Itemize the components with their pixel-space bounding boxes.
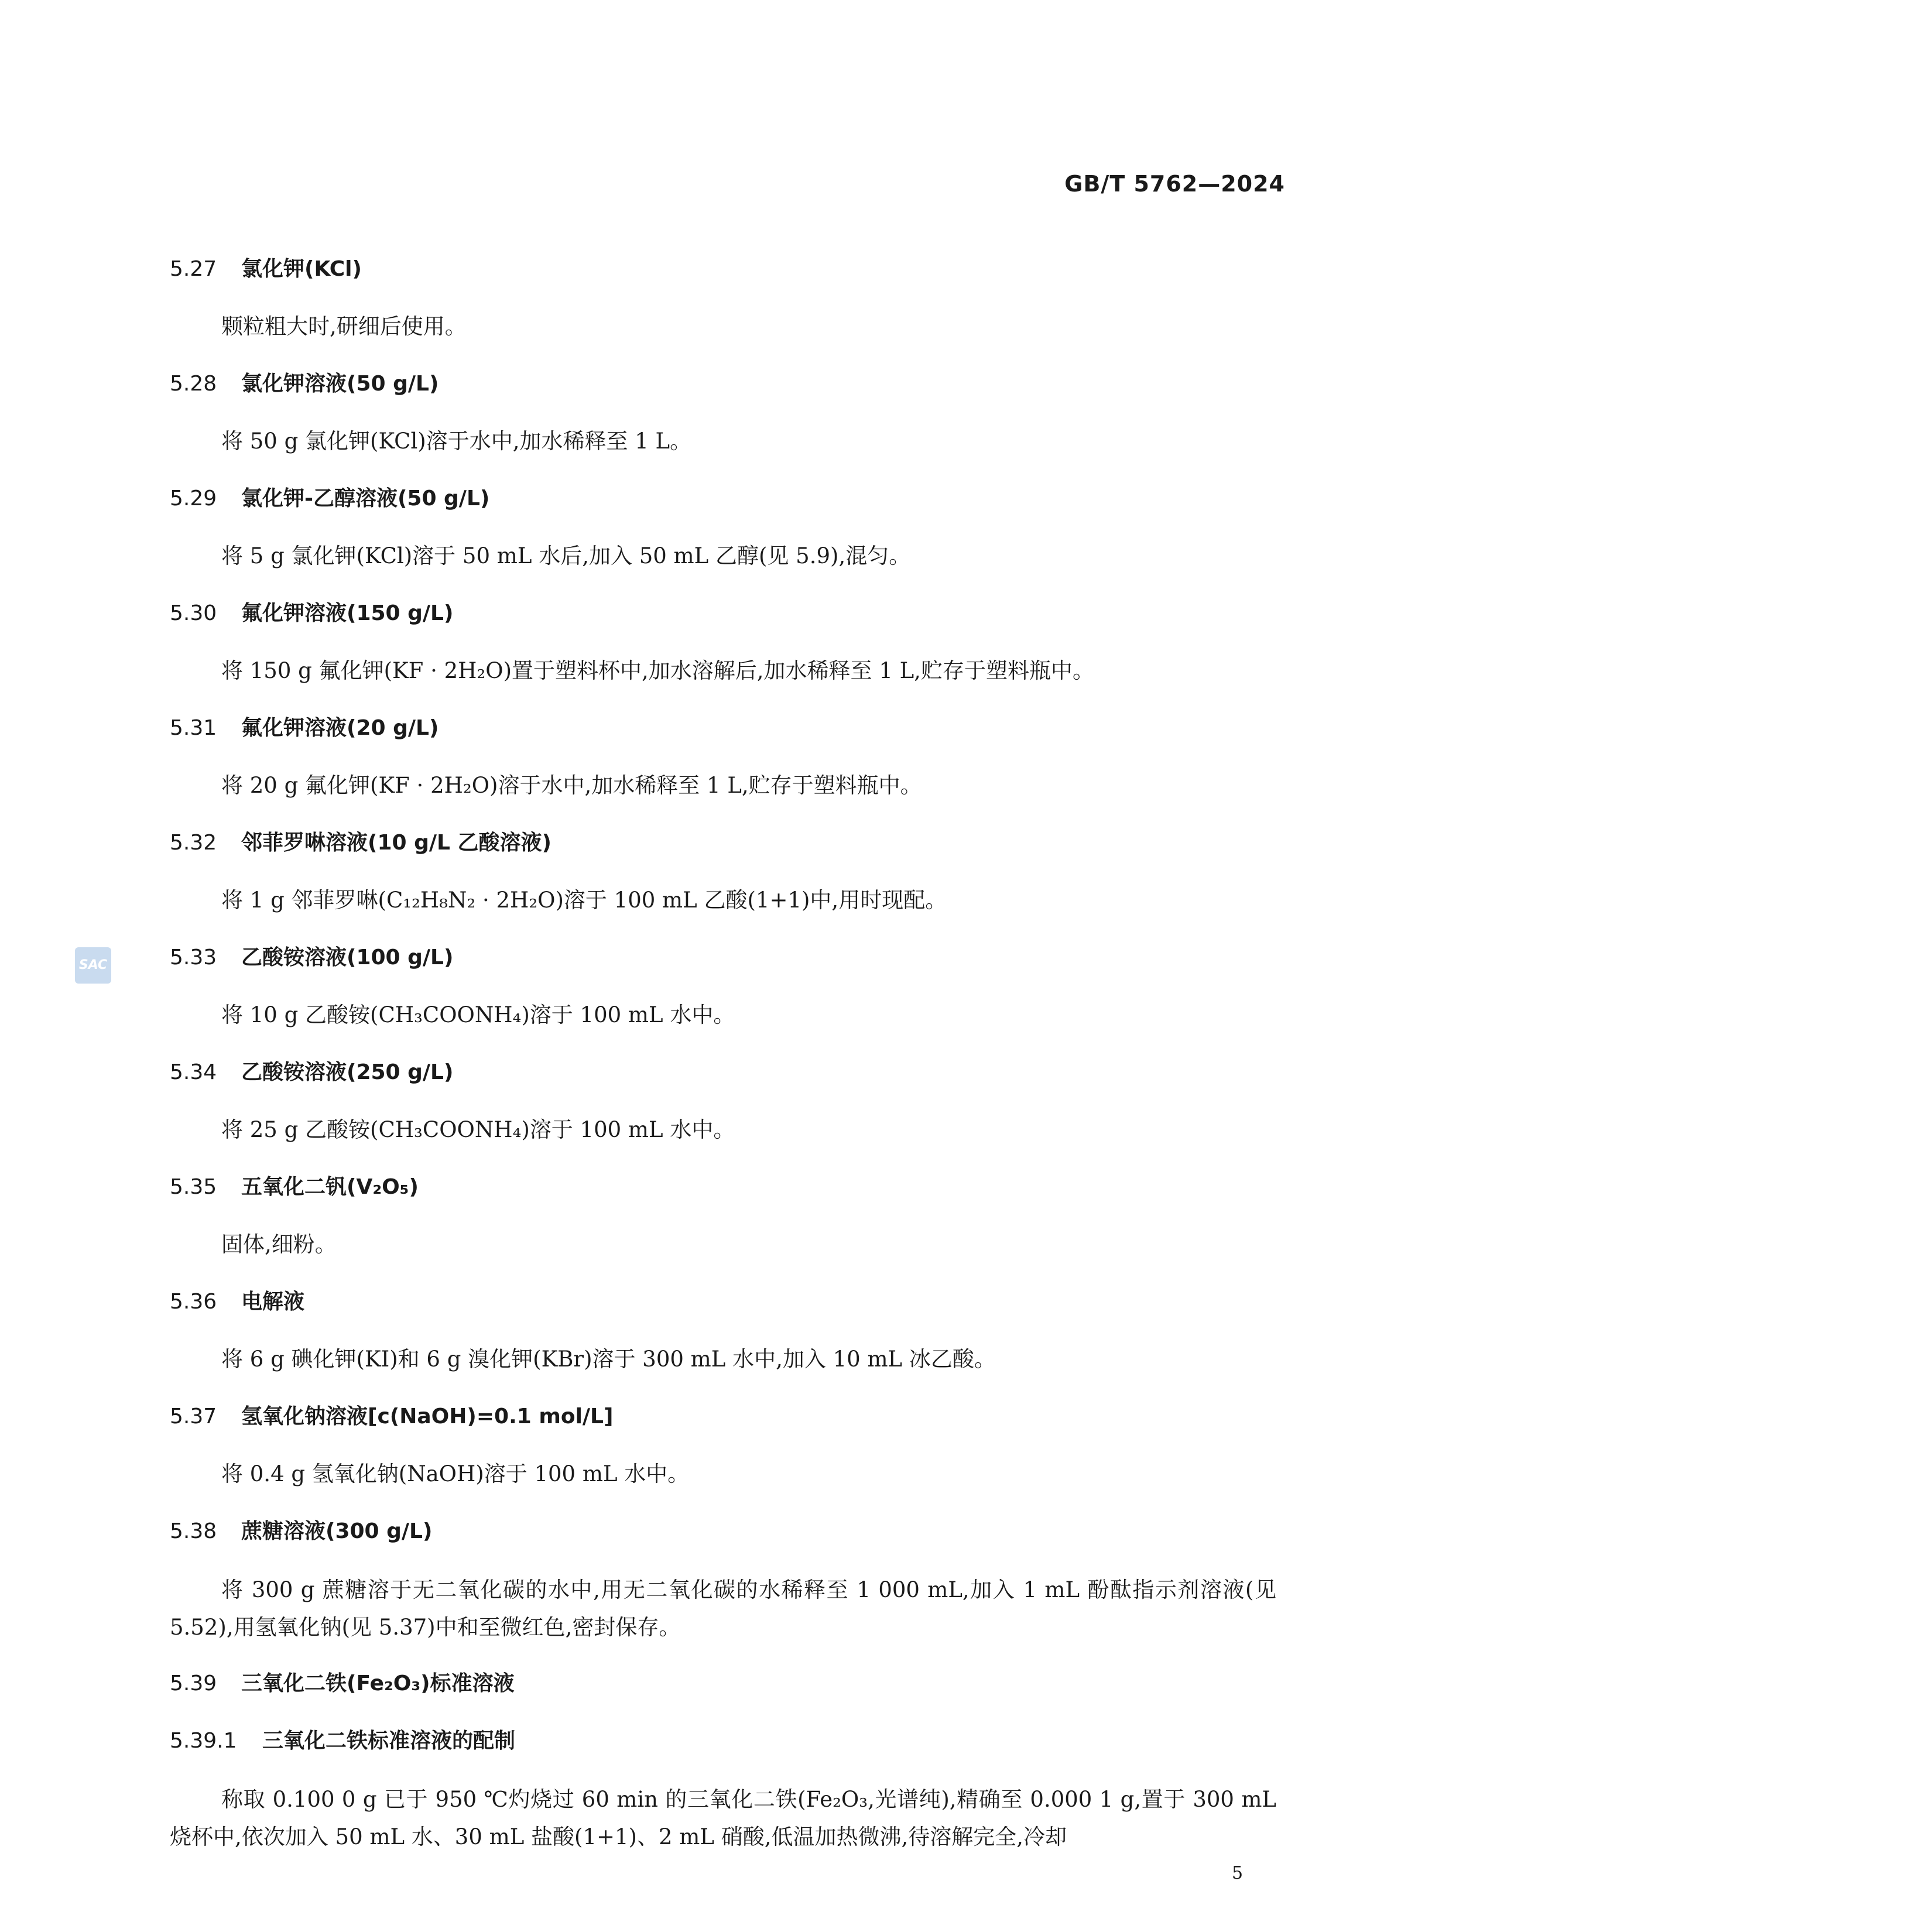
section-text-5-34: 将 25 g 乙酸铵(CH₃COONH₄)溶于 100 mL 水中。 xyxy=(221,1117,735,1142)
section-heading-5-37 xyxy=(170,1399,1276,1457)
section-heading-5-36 xyxy=(170,1284,1276,1342)
section-text-5-38: 将 300 g 蔗糖溶于无二氧化碳的水中,用无二氧化碳的水稀释至 1 000 mL,加入 1 mL 酚酞指示剂溶液(见 5.52),用氢氧化钠(见 5.37)中和至微红色,密封保存。 xyxy=(170,1577,1276,1640)
section-number: 5.29 xyxy=(170,487,217,511)
section-number: 5.37 xyxy=(170,1405,217,1429)
section-title: 电解液 xyxy=(241,1290,305,1314)
section-text-5-28: 将 50 g 氯化钾(KCl)溶于水中,加水稀释至 1 L。 xyxy=(221,429,692,454)
section-number: 5.35 xyxy=(170,1175,217,1199)
section-title: 邻菲罗啉溶液(10 g/L 乙酸溶液) xyxy=(241,831,551,855)
section-title: 氯化钾(KCl) xyxy=(241,257,362,281)
section-title: 氯化钾溶液(50 g/L) xyxy=(241,372,439,396)
sac-watermark-logo: SAC xyxy=(75,947,111,984)
section-heading-5-29 xyxy=(170,481,1276,539)
section-heading-5-34 xyxy=(170,1055,1276,1112)
section-heading-5-38 xyxy=(170,1514,1276,1571)
section-heading-5-35 xyxy=(170,1170,1276,1227)
section-text-5-36: 将 6 g 碘化钾(KI)和 6 g 溴化钾(KBr)溶于 300 mL 水中,加入 10 mL 冰乙酸。 xyxy=(221,1347,996,1372)
section-title: 氟化钾溶液(150 g/L) xyxy=(241,601,454,625)
section-number: 5.34 xyxy=(170,1060,217,1084)
section-number: 5.30 xyxy=(170,601,217,625)
section-number: 5.39.1 xyxy=(170,1729,237,1753)
standard-code: GB/T 5762—2024 xyxy=(1064,171,1285,197)
section-text-5-29: 将 5 g 氯化钾(KCl)溶于 50 mL 水后,加入 50 mL 乙醇(见 5.9),混匀。 xyxy=(221,543,911,568)
section-number: 5.39 xyxy=(170,1671,217,1695)
section-number: 5.27 xyxy=(170,257,217,281)
section-text-5-27: 颗粒粗大时,研细后使用。 xyxy=(221,314,467,339)
section-text-5-31: 将 20 g 氟化钾(KF · 2H₂O)溶于水中,加水稀释至 1 L,贮存于塑料瓶中。 xyxy=(221,773,922,798)
section-number: 5.36 xyxy=(170,1290,217,1314)
section-title: 乙酸铵溶液(250 g/L) xyxy=(241,1060,454,1084)
section-title: 氢氧化钠溶液[c(NaOH)=0.1 mol/L] xyxy=(241,1405,614,1429)
section-text-5-37: 将 0.4 g 氢氧化钠(NaOH)溶于 100 mL 水中。 xyxy=(221,1461,690,1486)
section-title: 三氧化二铁(Fe₂O₃)标准溶液 xyxy=(241,1671,515,1695)
section-heading-5-27 xyxy=(170,252,1276,309)
section-title: 氯化钾-乙醇溶液(50 g/L) xyxy=(241,487,490,511)
section-text-5-32: 将 1 g 邻菲罗啉(C₁₂H₈N₂ · 2H₂O)溶于 100 mL 乙酸(1+1)中,用时现配。 xyxy=(221,888,947,913)
section-text-5-30: 将 150 g 氟化钾(KF · 2H₂O)置于塑料杯中,加水溶解后,加水稀释至 1 L,贮存于塑料瓶中。 xyxy=(221,658,1094,683)
section-title: 氟化钾溶液(20 g/L) xyxy=(241,716,439,740)
section-heading-5-30 xyxy=(170,596,1276,653)
section-heading-5-39 xyxy=(170,1666,1276,1724)
section-heading-5-31 xyxy=(170,711,1276,768)
section-text-5-39-1: 称取 0.100 0 g 已于 950 ℃灼烧过 60 min 的三氧化二铁(Fe₂O₃,光谱纯),精确至 0.000 1 g,置于 300 mL 烧杯中,依次加入 50 mL 水、30 mL 盐酸(1+1)、2 mL 硝酸,低温加热微沸,待溶解完全,冷却 xyxy=(170,1787,1276,1849)
section-number: 5.33 xyxy=(170,946,217,970)
section-title: 五氧化二钒(V₂O₅) xyxy=(241,1175,419,1199)
document-body xyxy=(170,252,1276,1856)
section-text-5-35: 固体,细粉。 xyxy=(221,1232,337,1257)
page-number: 5 xyxy=(1232,1863,1244,1883)
section-number: 5.31 xyxy=(170,716,217,740)
section-title: 三氧化二铁标准溶液的配制 xyxy=(262,1729,516,1753)
section-number: 5.38 xyxy=(170,1519,217,1543)
section-number: 5.28 xyxy=(170,372,217,396)
section-heading-5-33 xyxy=(170,940,1276,998)
section-number: 5.32 xyxy=(170,831,217,855)
section-heading-5-32 xyxy=(170,825,1276,883)
section-heading-5-28 xyxy=(170,366,1276,424)
section-title: 蔗糖溶液(300 g/L) xyxy=(241,1519,433,1543)
section-title: 乙酸铵溶液(100 g/L) xyxy=(241,946,454,970)
section-text-5-33: 将 10 g 乙酸铵(CH₃COONH₄)溶于 100 mL 水中。 xyxy=(221,1002,735,1027)
section-heading-5-39-1 xyxy=(170,1724,1276,1781)
